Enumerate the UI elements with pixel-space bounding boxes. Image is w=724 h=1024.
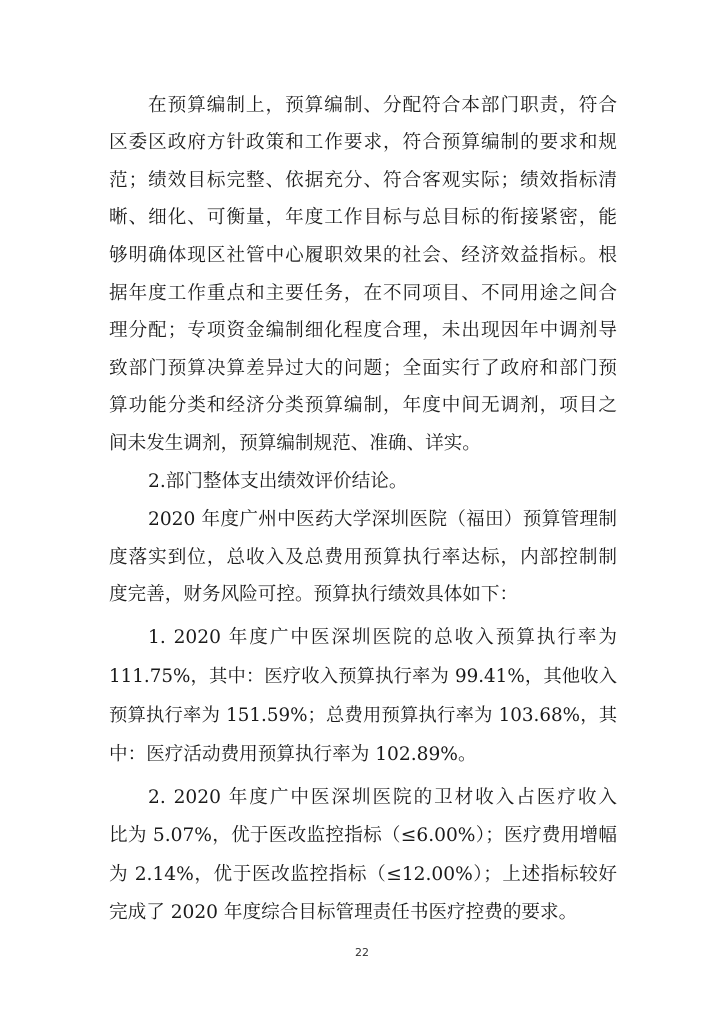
text-line: 1. 2020 年度广中医深圳医院的总收入预算执行率为	[148, 627, 617, 648]
text-line: 2. 2020 年度广中医深圳医院的卫材收入占医疗收入	[148, 787, 617, 808]
text-line: 致部门预算决算差异过大的问题；全面实行了政府和部门预	[109, 358, 617, 379]
text-line: 预算执行率为 151.59%；总费用预算执行率为 103.68%，其	[109, 705, 617, 726]
text-line: 111.75%，其中：医疗收入预算执行率为 99.41%，其他收入	[109, 666, 617, 687]
text-line: 算功能分类和经济分类预算编制，年度中间无调剂，项目之	[109, 395, 617, 416]
text-line: 据年度工作重点和主要任务，在不同项目、不同用途之间合	[109, 283, 617, 304]
text-line: 中：医疗活动费用预算执行率为 102.89%。	[109, 744, 477, 765]
text-line: 晰、细化、可衡量，年度工作目标与总目标的衔接紧密，能	[109, 207, 617, 228]
text-line: 2020 年度广州中医药大学深圳医院（福田）预算管理制	[148, 509, 617, 530]
text-line: 为 2.14%，优于医改监控指标（≤12.00%）；上述指标较好	[109, 864, 617, 885]
text-line: 够明确体现区社管中心履职效果的社会、经济效益指标。根	[109, 245, 617, 266]
page-number: 22	[355, 946, 369, 959]
text-line: 比为 5.07%，优于医改监控指标（≤6.00%）；医疗费用增幅	[109, 825, 617, 846]
text-line: 度落实到位，总收入及总费用预算执行率达标，内部控制制	[109, 547, 617, 568]
text-line: 区委区政府方针政策和工作要求，符合预算编制的要求和规	[109, 132, 617, 153]
text-line: 理分配；专项资金编制细化程度合理，未出现因年中调剂导	[109, 320, 617, 341]
text-line: 范；绩效目标完整、依据充分、符合客观实际；绩效指标清	[109, 170, 617, 191]
text-line: 完成了 2020 年度综合目标管理责任书医疗控费的要求。	[109, 902, 578, 923]
text-line: 在预算编制上，预算编制、分配符合本部门职责，符合	[148, 95, 617, 116]
text-line: 间未发生调剂，预算编制规范、准确、详实。	[109, 433, 481, 454]
section-heading: 2.部门整体支出绩效评价结论。	[148, 471, 408, 492]
text-line: 度完善，财务风险可控。预算执行绩效具体如下：	[109, 584, 519, 605]
